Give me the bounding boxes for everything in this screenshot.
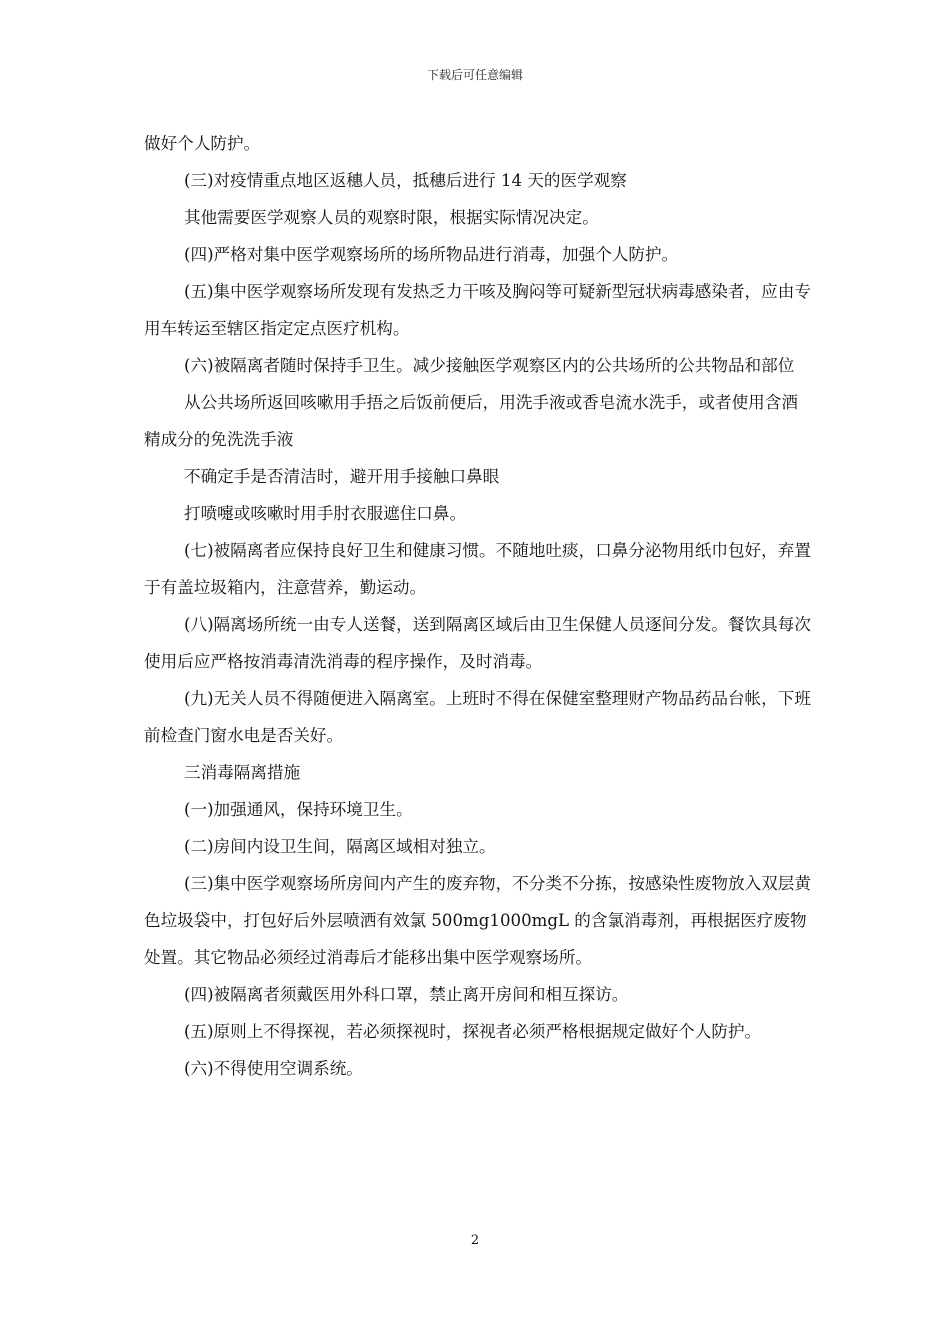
paragraph: 不确定手是否清洁时，避开用手接触口鼻眼 <box>184 467 500 486</box>
paragraph: 其他需要医学观察人员的观察时限，根据实际情况决定。 <box>184 208 599 227</box>
paragraph: (二)房间内设卫生间，隔离区域相对独立。 <box>184 837 496 856</box>
paragraph: (五)原则上不得探视，若必须探视时，探视者必须严格根据规定做好个人防护。 <box>184 1022 762 1041</box>
paragraph: (四)被隔离者须戴医用外科口罩，禁止离开房间和相互探访。 <box>184 985 629 1004</box>
paragraph: (六)不得使用空调系统。 <box>184 1059 363 1078</box>
document-body <box>144 125 814 1087</box>
paragraph: (三)集中医学观察场所房间内产生的废弃物，不分类不分拣，按感染性废物放入双层黄色垃圾袋中，打包好后外层喷洒有效氯 500mg1000mgL 的含氯消毒剂，再根据医疗废物处置。其它物品必须经过消毒后才能移出集中医学观察场所。 <box>144 874 811 967</box>
page-header: 下载后可任意编辑 <box>426 68 523 82</box>
page-number: 2 <box>470 1233 480 1248</box>
paragraph: (八)隔离场所统一由专人送餐，送到隔离区域后由卫生保健人员逐间分发。餐饮具每次使用后应严格按消毒清洗消毒的程序操作，及时消毒。 <box>144 615 811 671</box>
paragraph: 从公共场所返回咳嗽用手捂之后饭前便后，用洗手液或香皂流水洗手，或者使用含酒精成分的免洗洗手液 <box>144 393 798 449</box>
paragraph: (六)被隔离者随时保持手卫生。减少接触医学观察区内的公共场所的公共物品和部位 <box>184 356 795 375</box>
paragraph: (五)集中医学观察场所发现有发热乏力干咳及胸闷等可疑新型冠状病毒感染者，应由专用车转运至辖区指定定点医疗机构。 <box>144 282 811 338</box>
paragraph: (四)严格对集中医学观察场所的场所物品进行消毒，加强个人防护。 <box>184 245 679 264</box>
section-heading: 三消毒隔离措施 <box>184 763 301 782</box>
paragraph: (九)无关人员不得随便进入隔离室。上班时不得在保健室整理财产物品药品台帐，下班前检查门窗水电是否关好。 <box>144 689 811 745</box>
paragraph: 打喷嚏或咳嗽时用手肘衣服遮住口鼻。 <box>184 504 467 523</box>
paragraph: (七)被隔离者应保持良好卫生和健康习惯。不随地吐痰，口鼻分泌物用纸巾包好，弃置于有盖垃圾箱内，注意营养，勤运动。 <box>144 541 811 597</box>
paragraph: (一)加强通风，保持环境卫生。 <box>184 800 413 819</box>
paragraph: 做好个人防护。 <box>144 134 261 153</box>
paragraph: (三)对疫情重点地区返穗人员，抵穗后进行 14 天的医学观察 <box>184 171 627 190</box>
